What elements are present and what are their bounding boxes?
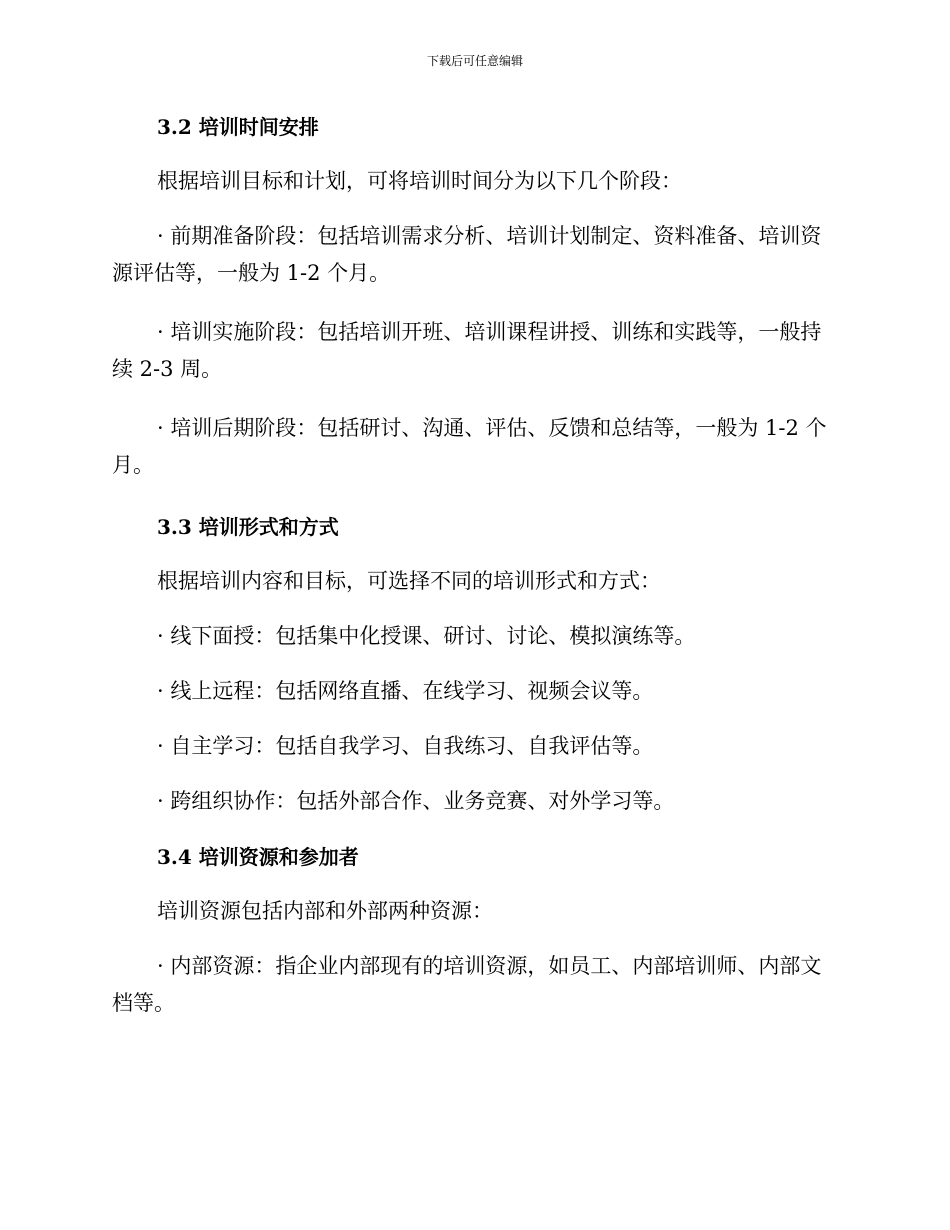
page-header: 下载后可任意编辑 bbox=[426, 54, 523, 68]
paragraph: 培训资源包括内部和外部两种资源： bbox=[157, 899, 493, 923]
paragraph: 根据培训目标和计划，可将培训时间分为以下几个阶段： bbox=[157, 169, 682, 193]
paragraph: · 培训后期阶段：包括研讨、沟通、评估、反馈和总结等，一般为 1-2 个月。 bbox=[112, 416, 827, 477]
section-heading-3-4: 3.4 培训资源和参加者 bbox=[157, 845, 359, 869]
paragraph: · 前期准备阶段：包括培训需求分析、培训计划制定、资料准备、培训资源评估等，一般为 1-2 个月。 bbox=[112, 224, 822, 285]
paragraph: · 内部资源：指企业内部现有的培训资源，如员工、内部培训师、内部文档等。 bbox=[112, 954, 822, 1015]
paragraph: · 自主学习：包括自我学习、自我练习、自我评估等。 bbox=[157, 734, 654, 758]
paragraph: 根据培训内容和目标，可选择不同的培训形式和方式： bbox=[157, 569, 661, 593]
section-heading-3-3: 3.3 培训形式和方式 bbox=[157, 515, 339, 539]
paragraph: · 线下面授：包括集中化授课、研讨、讨论、模拟演练等。 bbox=[157, 624, 696, 648]
paragraph: · 跨组织协作：包括外部合作、业务竞赛、对外学习等。 bbox=[157, 789, 675, 813]
paragraph: · 线上远程：包括网络直播、在线学习、视频会议等。 bbox=[157, 679, 654, 703]
section-heading-3-2: 3.2 培训时间安排 bbox=[157, 115, 319, 139]
paragraph: · 培训实施阶段：包括培训开班、培训课程讲授、训练和实践等，一般持续 2-3 周。 bbox=[112, 320, 822, 381]
